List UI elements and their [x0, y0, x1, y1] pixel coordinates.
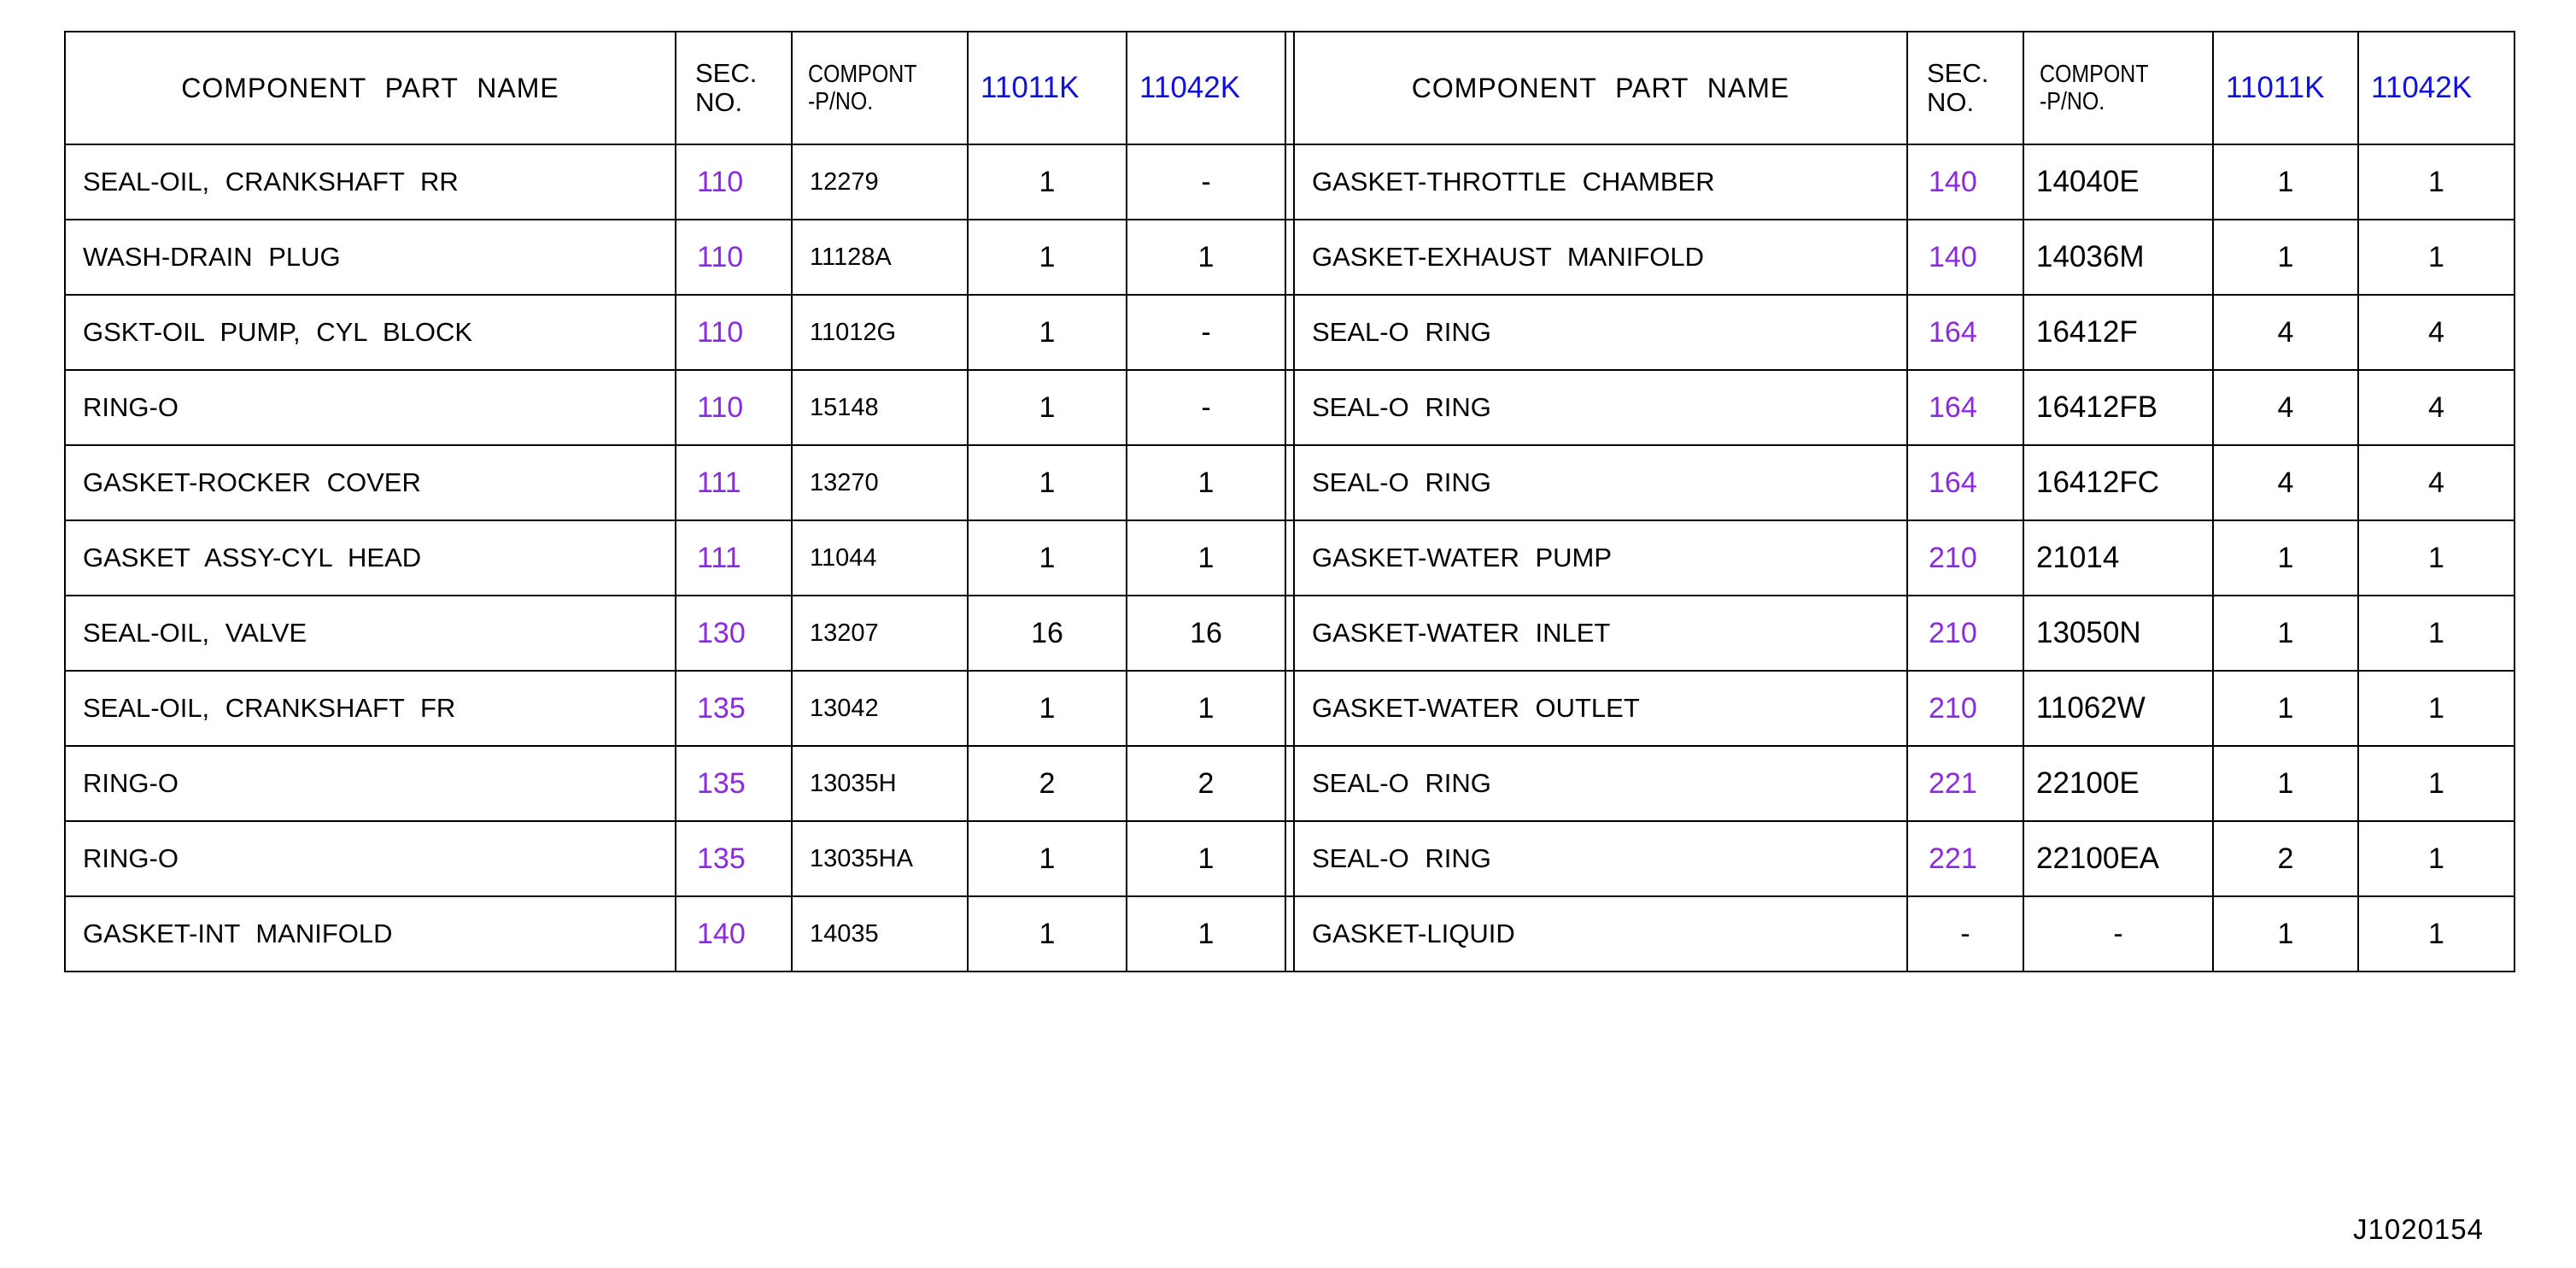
section-number-cell: 135 [676, 746, 792, 821]
column-divider [1285, 596, 1294, 671]
part-name-cell: GASKET-LIQUID [1294, 896, 1907, 972]
header-part-name-right: COMPONENT PART NAME [1294, 32, 1907, 144]
part-name-cell: SEAL-OIL, CRANKSHAFT RR [65, 144, 676, 220]
quantity-model-a-cell: 1 [968, 445, 1127, 520]
part-name-cell: RING-O [65, 746, 676, 821]
header-part-number-left: COMPONT -P/NO. [792, 32, 968, 144]
quantity-model-b-cell: - [1127, 370, 1285, 445]
quantity-model-b-cell: 1 [1127, 520, 1285, 596]
table-row [65, 746, 2515, 821]
column-divider [1285, 32, 1294, 144]
part-number-cell: 14040E [2023, 144, 2213, 220]
quantity-model-a-cell: 1 [968, 821, 1127, 896]
table-row [65, 596, 2515, 671]
quantity-model-a-cell: 1 [968, 671, 1127, 746]
column-divider [1285, 896, 1294, 972]
quantity-model-b-cell: 1 [1127, 220, 1285, 295]
section-number-cell: 221 [1907, 746, 2023, 821]
header-part-number-right: COMPONT -P/NO. [2023, 32, 2213, 144]
section-number-cell: 110 [676, 295, 792, 370]
part-name-cell: RING-O [65, 370, 676, 445]
quantity-model-b-cell: 1 [1127, 445, 1285, 520]
quantity-model-b-cell: 1 [2358, 821, 2515, 896]
part-number-cell: 11128A [792, 220, 968, 295]
section-number-cell: 210 [1907, 520, 2023, 596]
section-number-cell: 140 [1907, 144, 2023, 220]
part-name-cell: GASKET-THROTTLE CHAMBER [1294, 144, 1907, 220]
section-number-cell: 140 [1907, 220, 2023, 295]
quantity-model-b-cell: 1 [2358, 220, 2515, 295]
quantity-model-b-cell: - [1127, 295, 1285, 370]
part-name-cell: GASKET-EXHAUST MANIFOLD [1294, 220, 1907, 295]
part-name-cell: SEAL-O RING [1294, 445, 1907, 520]
quantity-model-b-cell: 1 [2358, 520, 2515, 596]
part-name-cell: RING-O [65, 821, 676, 896]
column-divider [1285, 370, 1294, 445]
part-number-cell: 14035 [792, 896, 968, 972]
table-row [65, 220, 2515, 295]
quantity-model-a-cell: 16 [968, 596, 1127, 671]
section-number-cell: 164 [1907, 295, 2023, 370]
parts-table-body [65, 144, 2515, 972]
section-number-cell: 210 [1907, 596, 2023, 671]
quantity-model-b-cell: 1 [2358, 896, 2515, 972]
reference-code: J1020154 [2353, 1213, 2484, 1245]
part-number-cell: 14036M [2023, 220, 2213, 295]
part-name-cell: GSKT-OIL PUMP, CYL BLOCK [65, 295, 676, 370]
part-number-cell: 13207 [792, 596, 968, 671]
header-sec-no-left: SEC. NO. [676, 32, 792, 144]
column-divider [1285, 821, 1294, 896]
section-number-cell: 135 [676, 821, 792, 896]
part-name-cell: WASH-DRAIN PLUG [65, 220, 676, 295]
quantity-model-b-cell: 4 [2358, 295, 2515, 370]
quantity-model-b-cell: 1 [2358, 671, 2515, 746]
column-divider [1285, 746, 1294, 821]
table-row [65, 821, 2515, 896]
part-number-cell: 22100E [2023, 746, 2213, 821]
part-number-cell: - [2023, 896, 2213, 972]
part-number-cell: 13050N [2023, 596, 2213, 671]
quantity-model-a-cell: 1 [968, 520, 1127, 596]
part-name-cell: GASKET-INT MANIFOLD [65, 896, 676, 972]
part-number-cell: 12279 [792, 144, 968, 220]
quantity-model-a-cell: 2 [968, 746, 1127, 821]
column-divider [1285, 144, 1294, 220]
part-number-cell: 11012G [792, 295, 968, 370]
header-model-a-right: 11011K [2213, 32, 2358, 144]
quantity-model-a-cell: 1 [2213, 746, 2358, 821]
column-divider [1285, 220, 1294, 295]
part-name-cell: GASKET-ROCKER COVER [65, 445, 676, 520]
part-name-cell: GASKET ASSY-CYL HEAD [65, 520, 676, 596]
quantity-model-b-cell: 4 [2358, 445, 2515, 520]
part-number-cell: 16412FC [2023, 445, 2213, 520]
table-row [65, 896, 2515, 972]
quantity-model-a-cell: 1 [968, 220, 1127, 295]
column-divider [1285, 671, 1294, 746]
quantity-model-a-cell: 1 [2213, 520, 2358, 596]
quantity-model-a-cell: 4 [2213, 445, 2358, 520]
table-row [65, 370, 2515, 445]
part-number-cell: 21014 [2023, 520, 2213, 596]
section-number-cell: 130 [676, 596, 792, 671]
quantity-model-b-cell: 1 [2358, 596, 2515, 671]
part-number-cell: 13270 [792, 445, 968, 520]
part-number-cell: 16412F [2023, 295, 2213, 370]
quantity-model-b-cell: 1 [1127, 896, 1285, 972]
quantity-model-b-cell: 1 [1127, 821, 1285, 896]
section-number-cell: 110 [676, 144, 792, 220]
quantity-model-a-cell: 2 [2213, 821, 2358, 896]
quantity-model-b-cell: 2 [1127, 746, 1285, 821]
part-name-cell: SEAL-OIL, CRANKSHAFT FR [65, 671, 676, 746]
section-number-cell: 140 [676, 896, 792, 972]
column-divider [1285, 520, 1294, 596]
table-row [65, 445, 2515, 520]
header-model-b-left: 11042K [1127, 32, 1285, 144]
header-model-b-right: 11042K [2358, 32, 2515, 144]
quantity-model-a-cell: 1 [2213, 671, 2358, 746]
section-number-cell: 111 [676, 520, 792, 596]
table-row [65, 671, 2515, 746]
quantity-model-a-cell: 4 [2213, 295, 2358, 370]
column-divider [1285, 295, 1294, 370]
part-name-cell: GASKET-WATER INLET [1294, 596, 1907, 671]
column-divider [1285, 445, 1294, 520]
part-number-cell: 11044 [792, 520, 968, 596]
quantity-model-a-cell: 1 [968, 370, 1127, 445]
section-number-cell: 221 [1907, 821, 2023, 896]
part-name-cell: SEAL-OIL, VALVE [65, 596, 676, 671]
section-number-cell: 135 [676, 671, 792, 746]
quantity-model-b-cell: 1 [1127, 671, 1285, 746]
section-number-cell: - [1907, 896, 2023, 972]
part-number-cell: 11062W [2023, 671, 2213, 746]
part-number-cell: 16412FB [2023, 370, 2213, 445]
section-number-cell: 164 [1907, 445, 2023, 520]
part-name-cell: SEAL-O RING [1294, 746, 1907, 821]
section-number-cell: 110 [676, 220, 792, 295]
quantity-model-b-cell: 1 [2358, 746, 2515, 821]
quantity-model-a-cell: 4 [2213, 370, 2358, 445]
quantity-model-a-cell: 1 [968, 144, 1127, 220]
header-row [65, 32, 2515, 144]
section-number-cell: 164 [1907, 370, 2023, 445]
part-name-cell: GASKET-WATER PUMP [1294, 520, 1907, 596]
section-number-cell: 111 [676, 445, 792, 520]
header-sec-no-right: SEC. NO. [1907, 32, 2023, 144]
part-number-cell: 22100EA [2023, 821, 2213, 896]
table-row [65, 295, 2515, 370]
quantity-model-a-cell: 1 [2213, 596, 2358, 671]
parts-table [64, 31, 2515, 972]
quantity-model-a-cell: 1 [968, 295, 1127, 370]
part-name-cell: SEAL-O RING [1294, 370, 1907, 445]
table-row [65, 144, 2515, 220]
quantity-model-a-cell: 1 [2213, 220, 2358, 295]
header-part-name-left: COMPONENT PART NAME [65, 32, 676, 144]
part-number-cell: 13035H [792, 746, 968, 821]
quantity-model-a-cell: 1 [2213, 896, 2358, 972]
header-model-a-left: 11011K [968, 32, 1127, 144]
quantity-model-b-cell: 16 [1127, 596, 1285, 671]
section-number-cell: 110 [676, 370, 792, 445]
quantity-model-b-cell: - [1127, 144, 1285, 220]
part-number-cell: 13042 [792, 671, 968, 746]
table-row [65, 520, 2515, 596]
quantity-model-a-cell: 1 [968, 896, 1127, 972]
part-name-cell: SEAL-O RING [1294, 295, 1907, 370]
quantity-model-a-cell: 1 [2213, 144, 2358, 220]
part-name-cell: GASKET-WATER OUTLET [1294, 671, 1907, 746]
quantity-model-b-cell: 1 [2358, 144, 2515, 220]
part-number-cell: 13035HA [792, 821, 968, 896]
part-number-cell: 15148 [792, 370, 968, 445]
section-number-cell: 210 [1907, 671, 2023, 746]
part-name-cell: SEAL-O RING [1294, 821, 1907, 896]
quantity-model-b-cell: 4 [2358, 370, 2515, 445]
